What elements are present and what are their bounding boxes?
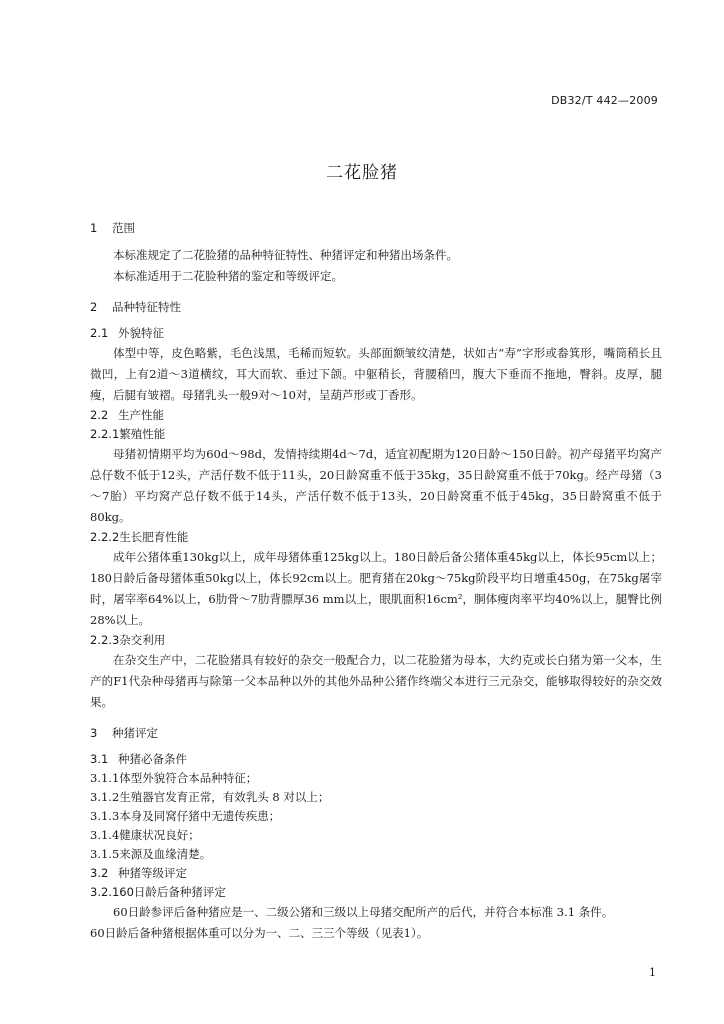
- paragraph: 60日龄后备种猪根据体重可以分为一、二、三三个等级（见表1）。: [90, 926, 429, 940]
- section-number: 2.2.3: [90, 633, 120, 647]
- section-number: 2.1: [90, 326, 109, 340]
- section-number: 2.2: [90, 408, 109, 422]
- section-title: 种猪评定: [112, 726, 158, 740]
- item-text: 生殖器官发育正常，有效乳头 8 对以上；: [119, 790, 330, 804]
- section-3-2-heading: [90, 864, 662, 883]
- section-number: 2.2.1: [90, 427, 120, 441]
- standard-code: DB32/T 442—2009: [551, 94, 658, 107]
- paragraph: 母猪初情期平均为60d～98d，发情持续期4d～7d，适宜初配期为120日龄～150日龄。初产母猪平均窝产总仔数不低于12头，产活仔数不低于11头，20日龄窝重不低于35kg，35日龄窝重不低于70kg。经产母猪（3～7胎）平均窝产总仔数不低于14头，产活仔数不低于13头，20日龄窝重不低于45kg，35日龄窝重不低于80kg。: [90, 447, 662, 524]
- item-text: 体型外貌符合本品种特征；: [119, 771, 258, 785]
- section-2-2-3-heading: [90, 631, 662, 650]
- list-item: [90, 826, 662, 845]
- section-title: 种猪必备条件: [118, 752, 187, 766]
- paragraph: 体型中等，皮色略紫，毛色浅黑，毛稀而短软。头部面额皱纹清楚，状如古“寿”字形或畚箕形，嘴筒稍长且微凹，上有2道～3道横纹，耳大而软、垂过下颌。中躯稍长，背腰稍凹，腹大下垂而不拖地，臀斜。皮厚，腿瘦，后腿有皱褶。母猪乳头一般9对～10对，呈葫芦形或丁香形。: [90, 346, 662, 402]
- item-number: 3.1.4: [90, 828, 120, 842]
- document-title: 二花脸猪: [326, 163, 398, 183]
- section-2-2-heading: [90, 406, 662, 425]
- section-title: 生产性能: [118, 408, 164, 422]
- item-number: 3.1.3: [90, 809, 120, 823]
- paragraph: 本标准适用于二花脸种猪的鉴定和等级评定。: [113, 269, 343, 283]
- item-text: 来源及血缘清楚。: [119, 847, 212, 861]
- section-number: 3.1: [90, 752, 109, 766]
- section-1-heading: [90, 218, 662, 239]
- section-title: 范围: [112, 221, 135, 235]
- paragraph: 本标准规定了二花脸猪的品种特征特性、种猪评定和种猪出场条件。: [113, 248, 458, 262]
- list-item: [90, 788, 662, 807]
- section-number: 3.2: [90, 866, 109, 880]
- item-text: 健康状况良好；: [119, 828, 200, 842]
- section-number: 2.2.2: [90, 530, 120, 544]
- document-body: [90, 218, 662, 944]
- section-title: 品种特征特性: [112, 300, 181, 314]
- section-2-2-2-heading: [90, 528, 662, 547]
- section-number: 2: [90, 300, 98, 314]
- section-title: 生长肥育性能: [119, 530, 189, 544]
- section-2-heading: [90, 297, 662, 318]
- list-item: [90, 845, 662, 864]
- section-number: 3.2.1: [90, 885, 120, 899]
- section-3-2-1-heading: [90, 883, 662, 902]
- item-text: 本身及同窝仔猪中无遗传疾患；: [119, 809, 281, 823]
- section-number: 1: [90, 221, 98, 235]
- section-3-heading: [90, 723, 662, 744]
- section-title: 外貌特征: [118, 326, 164, 340]
- section-2-2-1-heading: [90, 425, 662, 444]
- item-number: 3.1.2: [90, 790, 120, 804]
- page-number: 1: [649, 966, 656, 979]
- section-3-1-heading: [90, 750, 662, 769]
- list-item: [90, 769, 662, 788]
- section-number: 3: [90, 726, 98, 740]
- item-number: 3.1.5: [90, 847, 120, 861]
- section-title: 种猪等级评定: [118, 866, 187, 880]
- section-title: 繁殖性能: [119, 427, 166, 441]
- section-title: 杂交利用: [119, 633, 166, 647]
- section-2-1-heading: [90, 324, 662, 343]
- paragraph: 在杂交生产中，二花脸猪具有较好的杂交一般配合力，以二花脸猪为母本，大约克或长白猪为第一父本，生产的F1代杂种母猪再与除第一父本品种以外的其他外品种公猪作终端父本进行三元杂交，能够取得较好的杂交效果。: [90, 653, 662, 709]
- section-title: 60日龄后备种猪评定: [119, 885, 226, 899]
- list-item: [90, 807, 662, 826]
- paragraph: 成年公猪体重130kg以上，成年母猪体重125kg以上。180日龄后备公猪体重45kg以上，体长95cm以上；180日龄后备母猪体重50kg以上，体长92cm以上。肥育猪在20kg～75kg阶段平均日增重450g，在75kg屠宰时，屠宰率64%以上，6肋骨～7肋背膘厚36 mm以上，眼肌面积16cm²，胴体瘦肉率平均40%以上，腿臀比例28%以上。: [90, 550, 662, 627]
- item-number: 3.1.1: [90, 771, 120, 785]
- paragraph: 60日龄参评后备种猪应是一、二级公猪和三级以上母猪交配所产的后代，并符合本标准 3.1 条件。: [113, 905, 614, 919]
